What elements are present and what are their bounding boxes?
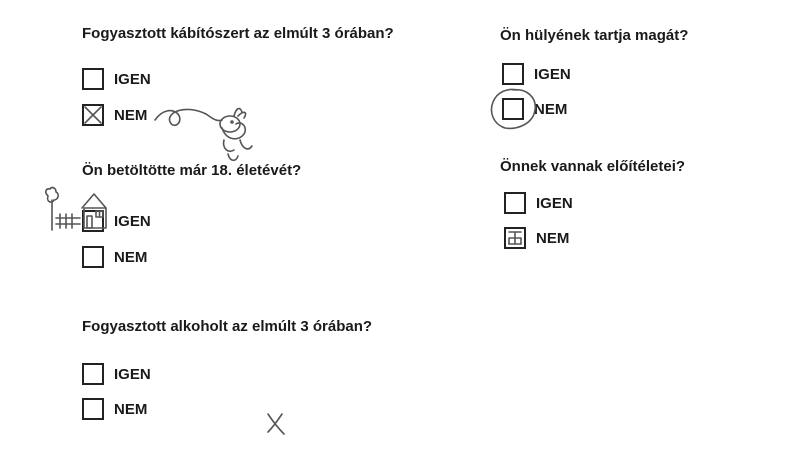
option-drugs-no[interactable]: [82, 102, 147, 128]
question-drugs: Fogyasztott kábítószert az elmúlt 3 órában?: [82, 25, 394, 42]
checkbox-stupid-yes[interactable]: [502, 63, 524, 85]
option-age-no[interactable]: [82, 244, 147, 270]
option-label: IGEN: [536, 194, 573, 212]
option-label: NEM: [114, 248, 148, 266]
option-label: NEM: [114, 400, 148, 418]
option-label: NEM: [114, 106, 148, 124]
question-stupid: Ön hülyének tartja magát?: [500, 27, 689, 44]
option-prejudice-yes[interactable]: [504, 190, 573, 216]
circle-doodle: [487, 84, 543, 134]
option-drugs-yes[interactable]: [82, 66, 151, 92]
checkbox-drugs-yes[interactable]: [82, 68, 104, 90]
question-age: Ön betöltötte már 18. életévét?: [82, 162, 302, 179]
option-label: IGEN: [534, 65, 571, 83]
option-alcohol-no[interactable]: [82, 396, 147, 422]
checkbox-prejudice-yes[interactable]: [504, 192, 526, 214]
house-tree-doodle: [40, 186, 120, 236]
checkbox-alcohol-no[interactable]: [82, 398, 104, 420]
question-prejudice: Önnek vannak előítéletei?: [500, 158, 686, 175]
checkbox-age-no[interactable]: [82, 246, 104, 268]
option-label: IGEN: [114, 70, 151, 88]
checkbox-alcohol-yes[interactable]: [82, 363, 104, 385]
option-label: NEM: [536, 229, 570, 247]
rabbit-doodle: [150, 100, 270, 170]
stray-x-mark: [264, 410, 288, 436]
checkbox-drugs-no[interactable]: [82, 104, 104, 126]
option-label: NEM: [534, 100, 568, 118]
swastika-icon: [504, 227, 526, 249]
option-label: IGEN: [114, 365, 151, 383]
option-alcohol-yes[interactable]: [82, 361, 151, 387]
x-mark-icon: [82, 104, 104, 126]
question-alcohol: Fogyasztott alkoholt az elmúlt 3 órában?: [82, 318, 373, 335]
option-label: IGEN: [114, 212, 151, 230]
checkbox-prejudice-no[interactable]: [504, 227, 526, 249]
option-prejudice-no[interactable]: [504, 225, 569, 251]
